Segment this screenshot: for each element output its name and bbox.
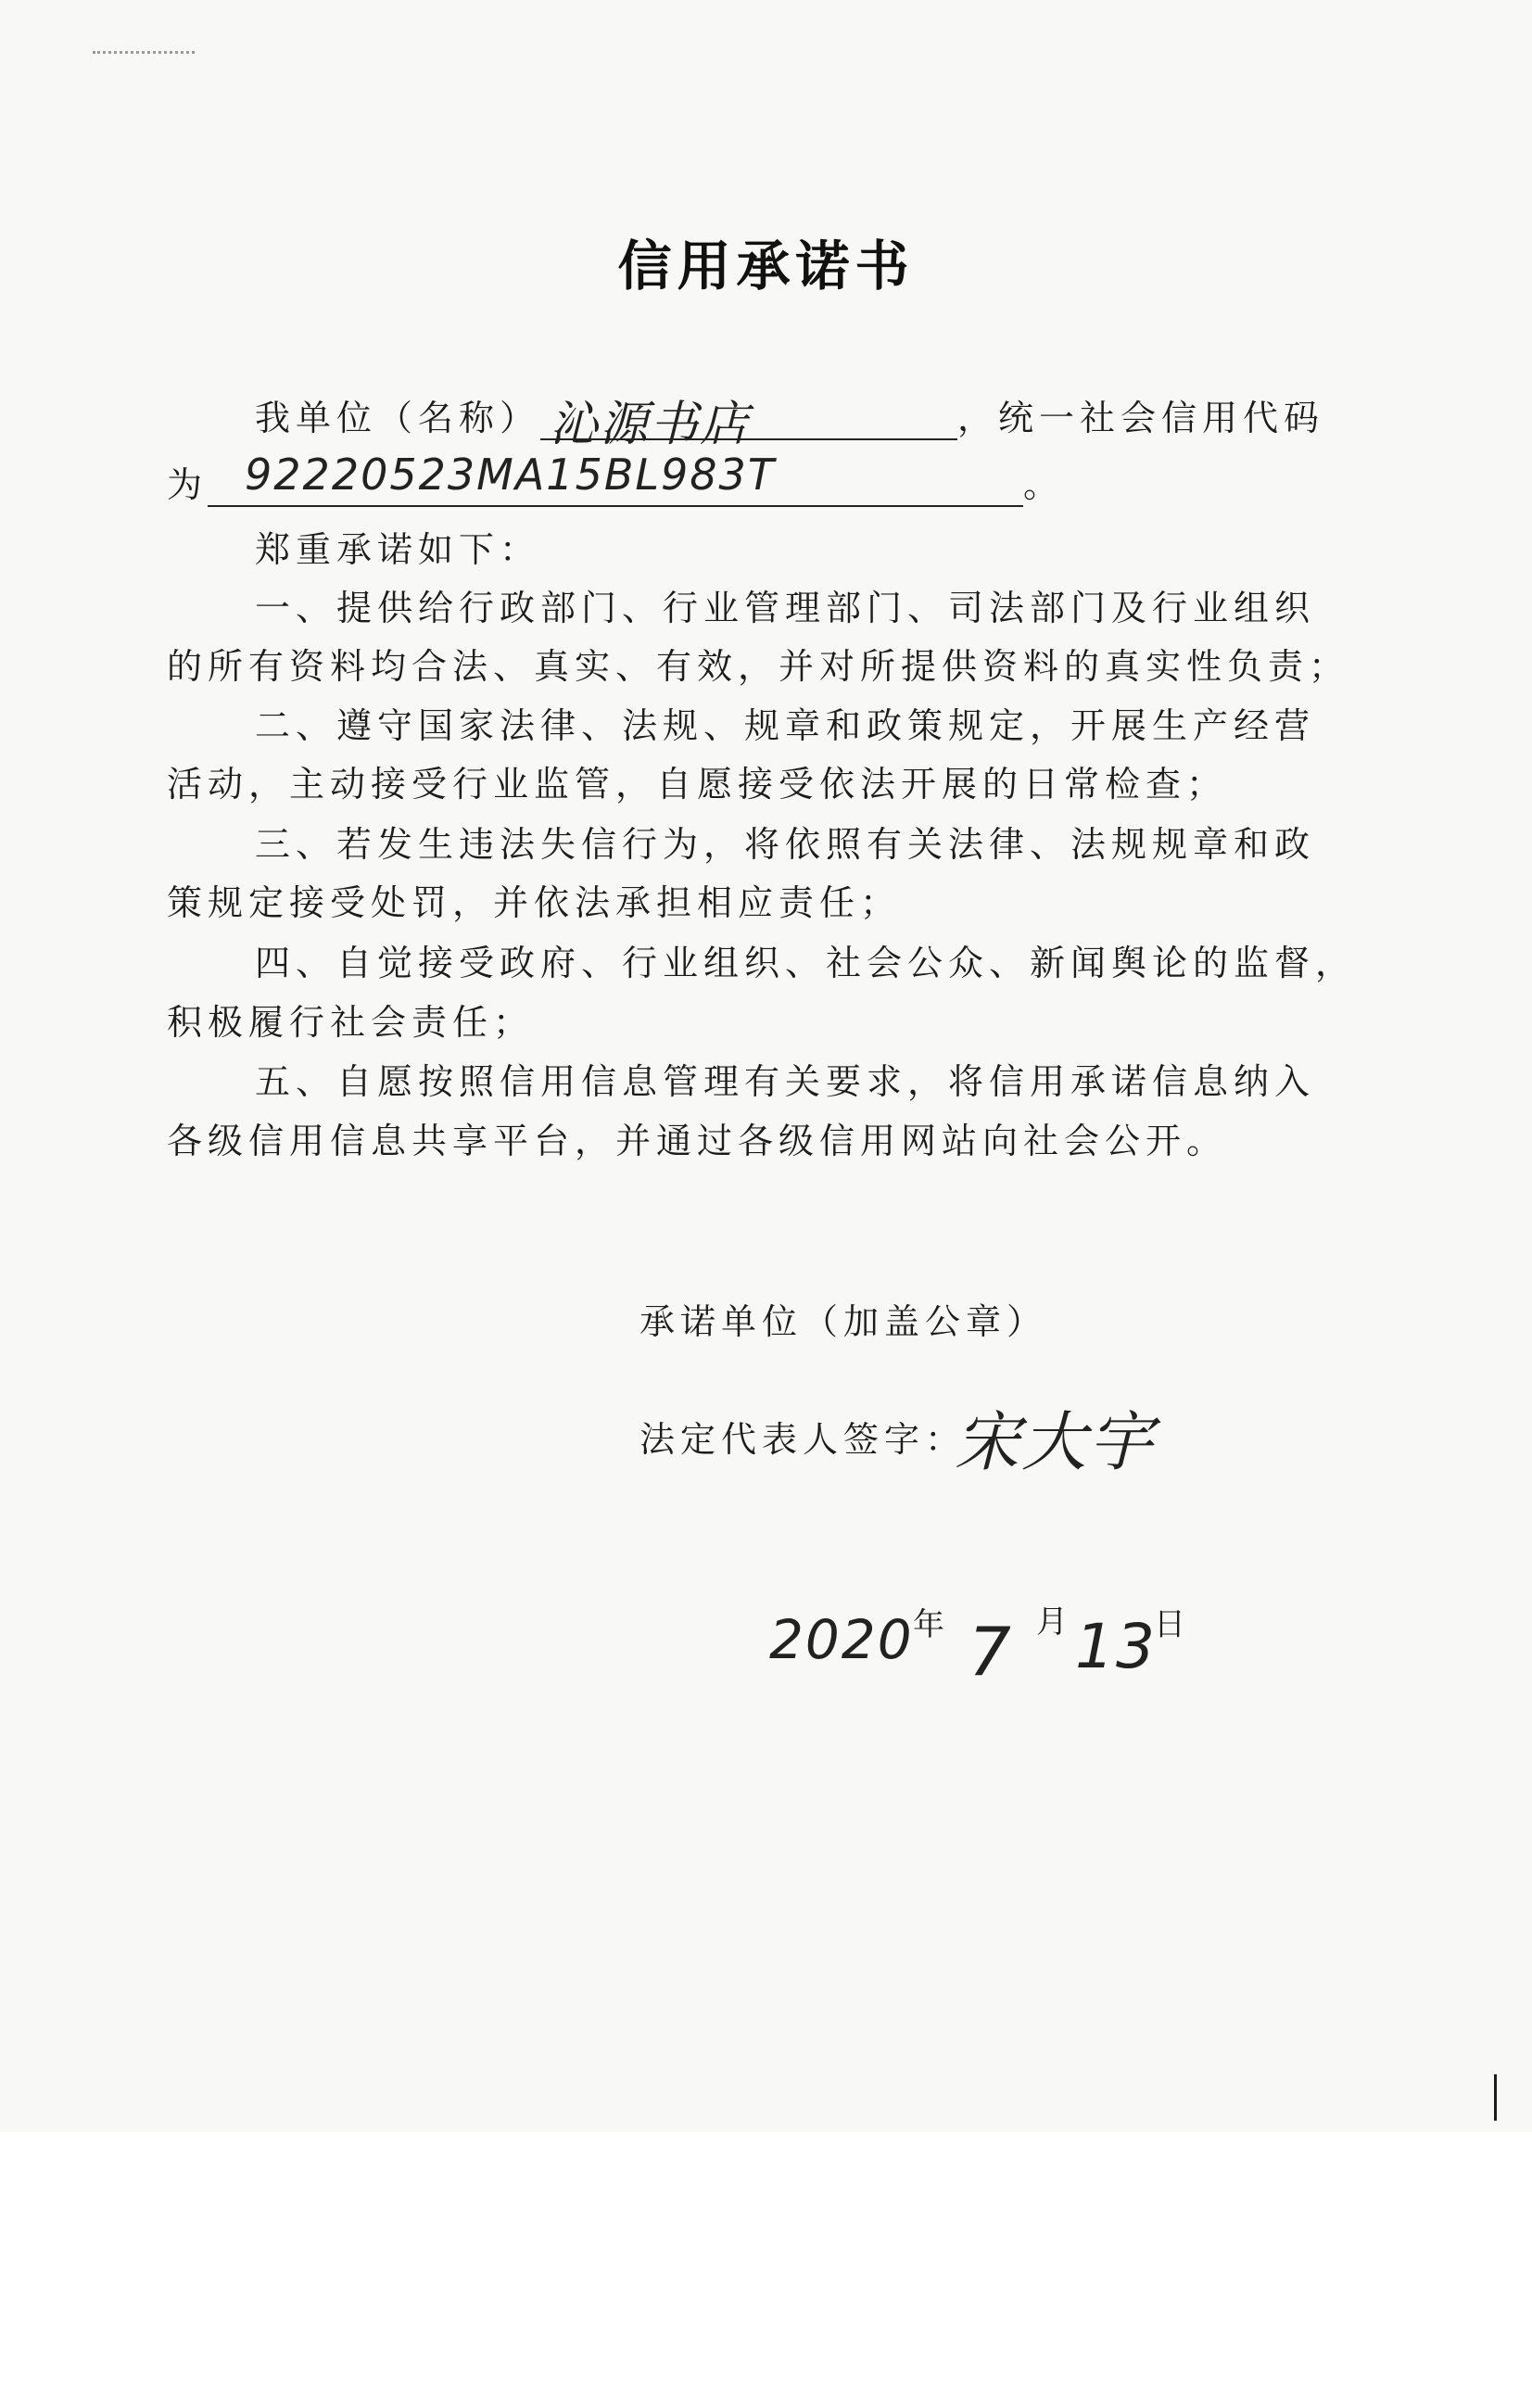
item-4-line-2: 积极履行社会责任； bbox=[167, 1002, 535, 1043]
company-name-handwritten: 沁源书店 bbox=[550, 397, 751, 452]
date-day-label: 日 bbox=[1154, 1606, 1191, 1643]
intro-suffix: 。 bbox=[1023, 464, 1065, 505]
date-year-handwritten: 2020 bbox=[769, 1608, 914, 1671]
date-year-label: 年 bbox=[913, 1606, 950, 1643]
item-5-line-1: 五、自愿按照信用信息管理有关要求，将信用承诺信息纳入 bbox=[255, 1061, 1316, 1102]
legal-rep-line bbox=[639, 1411, 966, 1462]
intro-line-2 bbox=[167, 450, 1065, 507]
pledge-heading: 郑重承诺如下： bbox=[255, 529, 541, 570]
item-1-line-1: 一、提供给行政部门、行业管理部门、司法部门及行业组织 bbox=[255, 588, 1316, 628]
item-3-line-2: 策规定接受处罚，并依法承担相应责任； bbox=[167, 882, 902, 923]
credit-code-handwritten: 92220523MA15BL983T bbox=[245, 450, 776, 500]
date-month-label: 月 bbox=[1036, 1603, 1073, 1641]
intro-prefix: 我单位（名称） bbox=[255, 398, 541, 438]
document-title: 信用承诺书 bbox=[617, 234, 915, 298]
company-name-blank bbox=[540, 397, 957, 452]
intro-line-1 bbox=[255, 389, 1325, 452]
scan-edge-mark bbox=[1494, 2074, 1497, 2121]
date-month-handwritten: 7 bbox=[969, 1613, 1013, 1691]
item-4-line-1: 四、自觉接受政府、行业组织、社会公众、新闻舆论的监督， bbox=[255, 943, 1357, 983]
legal-rep-label: 法定代表人签字： bbox=[639, 1419, 967, 1460]
item-2-line-1: 二、遵守国家法律、法规、规章和政策规定，开展生产经营 bbox=[255, 705, 1316, 746]
intro-middle: ，统一社会信用代码 bbox=[957, 398, 1325, 438]
legal-rep-signature: 宋大宇 bbox=[955, 1404, 1155, 1480]
item-2-line-2: 活动，主动接受行业监管，自愿接受依法开展的日常检查； bbox=[167, 764, 1228, 805]
credit-code-blank bbox=[208, 450, 1023, 507]
item-5-line-2: 各级信用信息共享平台，并通过各级信用网站向社会公开。 bbox=[167, 1121, 1228, 1161]
date-day-handwritten: 13 bbox=[1075, 1611, 1157, 1682]
commitment-unit-label: 承诺单位（加盖公章） bbox=[639, 1301, 1048, 1342]
item-1-line-2: 的所有资料均合法、真实、有效，并对所提供资料的真实性负责； bbox=[167, 646, 1350, 687]
intro-second-prefix: 为 bbox=[167, 464, 209, 505]
scan-speck bbox=[93, 51, 195, 57]
item-3-line-1: 三、若发生违法失信行为，将依照有关法律、法规规章和政 bbox=[255, 824, 1316, 865]
